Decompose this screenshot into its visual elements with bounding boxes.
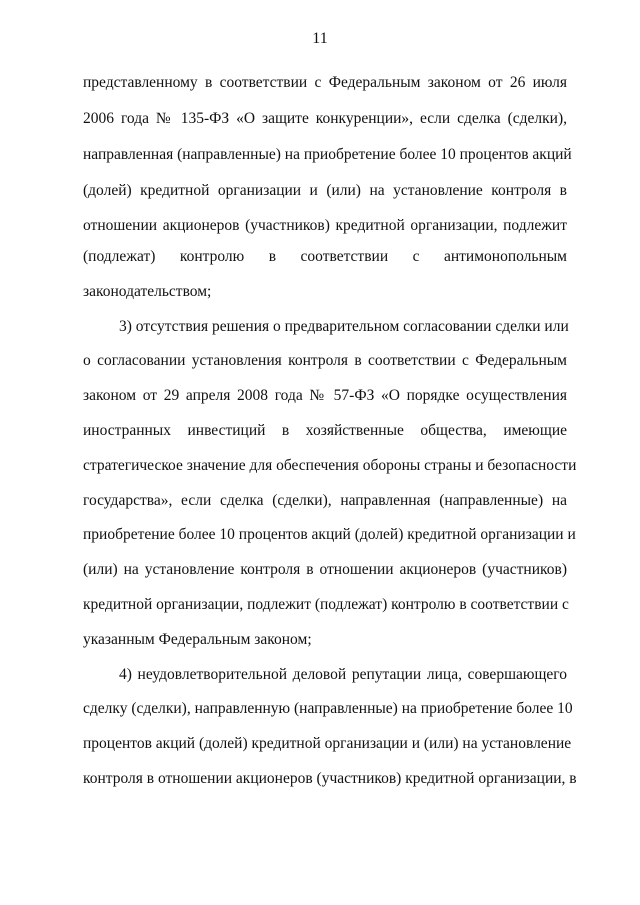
page-number: 11 [312,30,328,47]
text-line: 3) отсутствия решения о предварительном согласовании сделки или [119,318,569,335]
text-line: представленному в соответствии с Федеральным законом от 26 июля [83,74,567,91]
text-line: направленная (направленные) на приобретение более 10 процентов акций [83,146,572,163]
text-line: кредитной организации, подлежит (подлежат) контролю в соответствии с [83,596,569,613]
text-line: приобретение более 10 процентов акций (долей) кредитной организации и [83,526,576,543]
text-line: сделку (сделки), направленную (направленные) на приобретение более 10 [83,700,573,717]
text-line: отношении акционеров (участников) кредитной организации, подлежит [83,217,567,234]
text-line: (или) на установление контроля в отношении акционеров (участников) [83,561,567,578]
text-line: иностранных инвестиций в хозяйственные общества, имеющие [83,422,567,439]
text-line: 4) неудовлетворительной деловой репутации лица, совершающего [119,666,567,683]
text-line: о согласовании установления контроля в соответствии с Федеральным [83,352,567,369]
text-line: контроля в отношении акционеров (участников) кредитной организации, в [83,770,577,787]
text-line: 2006 года № 135-ФЗ «О защите конкуренции», если сделка (сделки), [83,110,567,127]
text-line: законодательством; [83,283,212,300]
text-line: процентов акций (долей) кредитной организации и (или) на установление [83,735,572,752]
text-line: стратегическое значение для обеспечения обороны страны и безопасности [83,457,577,474]
text-line: (подлежат) контролю в соответствии с антимонопольным [83,248,567,265]
text-line: государства», если сделка (сделки), направленная (направленные) на [83,492,567,509]
text-line: (долей) кредитной организации и (или) на установление контроля в [83,182,567,199]
text-line: законом от 29 апреля 2008 года № 57-ФЗ «О порядке осуществления [83,387,567,404]
text-line: указанным Федеральным законом; [83,631,312,648]
